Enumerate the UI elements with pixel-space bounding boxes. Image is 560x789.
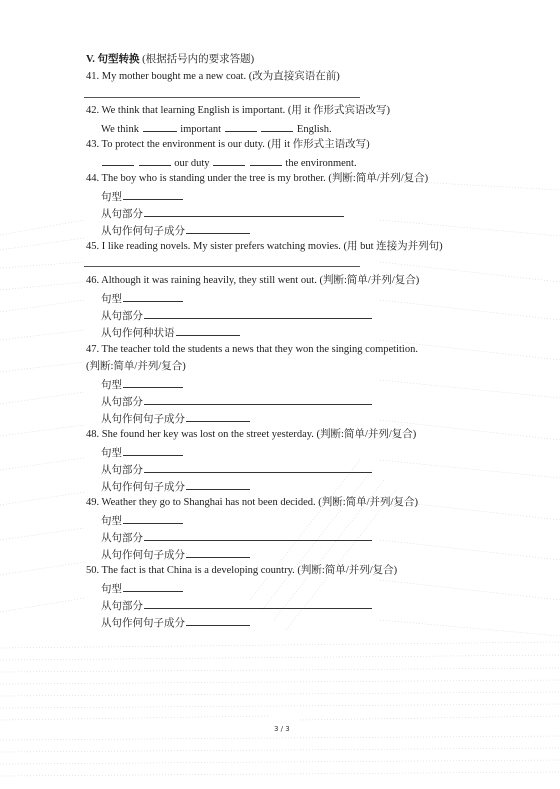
blank[interactable]: [186, 411, 250, 422]
blank[interactable]: [123, 581, 183, 592]
question-47: 47. The teacher told the students a news that they won the singing competition.: [86, 344, 418, 355]
clause-part-row: 从句部分: [101, 308, 373, 324]
page-number: 3 / 3: [274, 725, 290, 733]
question-47-cont: (判断:简单/并列/复合): [86, 361, 186, 372]
blank[interactable]: [225, 121, 257, 132]
sentence-type-row: 句型: [101, 445, 184, 461]
blank[interactable]: [144, 394, 372, 405]
blank[interactable]: [186, 223, 250, 234]
clause-role-row: 从句作何句子成分: [101, 223, 251, 239]
clause-part-row: 从句部分: [101, 598, 373, 614]
blank[interactable]: [144, 308, 372, 319]
blank[interactable]: [261, 121, 293, 132]
blank[interactable]: [144, 206, 344, 217]
blank[interactable]: [123, 377, 183, 388]
sentence-type-row: 句型: [101, 377, 184, 393]
sentence-type-row: 句型: [101, 291, 184, 307]
blank[interactable]: [144, 462, 372, 473]
blank[interactable]: [186, 547, 250, 558]
sentence-type-row: 句型: [101, 513, 184, 529]
question-49: 49. Weather they go to Shanghai has not been decided. (判断:简单/并列/复合): [86, 497, 418, 508]
clause-part-row: 从句部分: [101, 462, 373, 478]
blank[interactable]: [176, 325, 240, 336]
question-45: 45. I like reading novels. My sister prefers watching movies. (用 but 连接为并列句): [86, 241, 443, 252]
section-instruction: (根据括号内的要求答题): [142, 54, 255, 65]
blank[interactable]: [143, 121, 177, 132]
blank[interactable]: [123, 189, 183, 200]
blank[interactable]: [102, 155, 134, 166]
question-48: 48. She found her key was lost on the street yesterday. (判断:简单/并列/复合): [86, 429, 417, 440]
section-title: V. 句型转换: [86, 54, 140, 65]
clause-role-row: 从句作何句子成分: [101, 479, 251, 495]
answer-line-45[interactable]: [84, 266, 360, 267]
sentence-type-row: 句型: [101, 581, 184, 597]
question-41: 41. My mother bought me a new coat. (改为直接宾语在前): [86, 71, 340, 82]
blank[interactable]: [144, 530, 372, 541]
question-43-template: our duty the environment.: [101, 155, 357, 171]
blank[interactable]: [123, 445, 183, 456]
question-50: 50. The fact is that China is a developing country. (判断:简单/并列/复合): [86, 565, 398, 576]
clause-part-row: 从句部分: [101, 206, 345, 222]
clause-part-row: 从句部分: [101, 530, 373, 546]
clause-role-row: 从句作何句子成分: [101, 547, 251, 563]
question-42: 42. We think that learning English is important. (用 it 作形式宾语改写): [86, 105, 391, 116]
question-43: 43. To protect the environment is our duty. (用 it 作形式主语改写): [86, 139, 370, 150]
blank[interactable]: [250, 155, 282, 166]
section-heading: [86, 53, 254, 67]
blank[interactable]: [123, 291, 183, 302]
blank[interactable]: [186, 479, 250, 490]
answer-line-41[interactable]: [84, 97, 360, 98]
question-44: 44. The boy who is standing under the tree is my brother. (判断:简单/并列/复合): [86, 173, 429, 184]
blank[interactable]: [123, 513, 183, 524]
blank[interactable]: [213, 155, 245, 166]
clause-part-row: 从句部分: [101, 394, 373, 410]
blank[interactable]: [139, 155, 171, 166]
clause-role-row: 从句作何句子成分: [101, 615, 251, 631]
clause-role-row: 从句作何句子成分: [101, 411, 251, 427]
question-46: 46. Although it was raining heavily, they still went out. (判断:简单/并列/复合): [86, 275, 420, 286]
blank[interactable]: [186, 615, 250, 626]
blank[interactable]: [144, 598, 372, 609]
sentence-type-row: 句型: [101, 189, 184, 205]
adverbial-type-row: 从句作何种状语: [101, 325, 241, 341]
question-42-template: We think important English.: [101, 121, 332, 137]
